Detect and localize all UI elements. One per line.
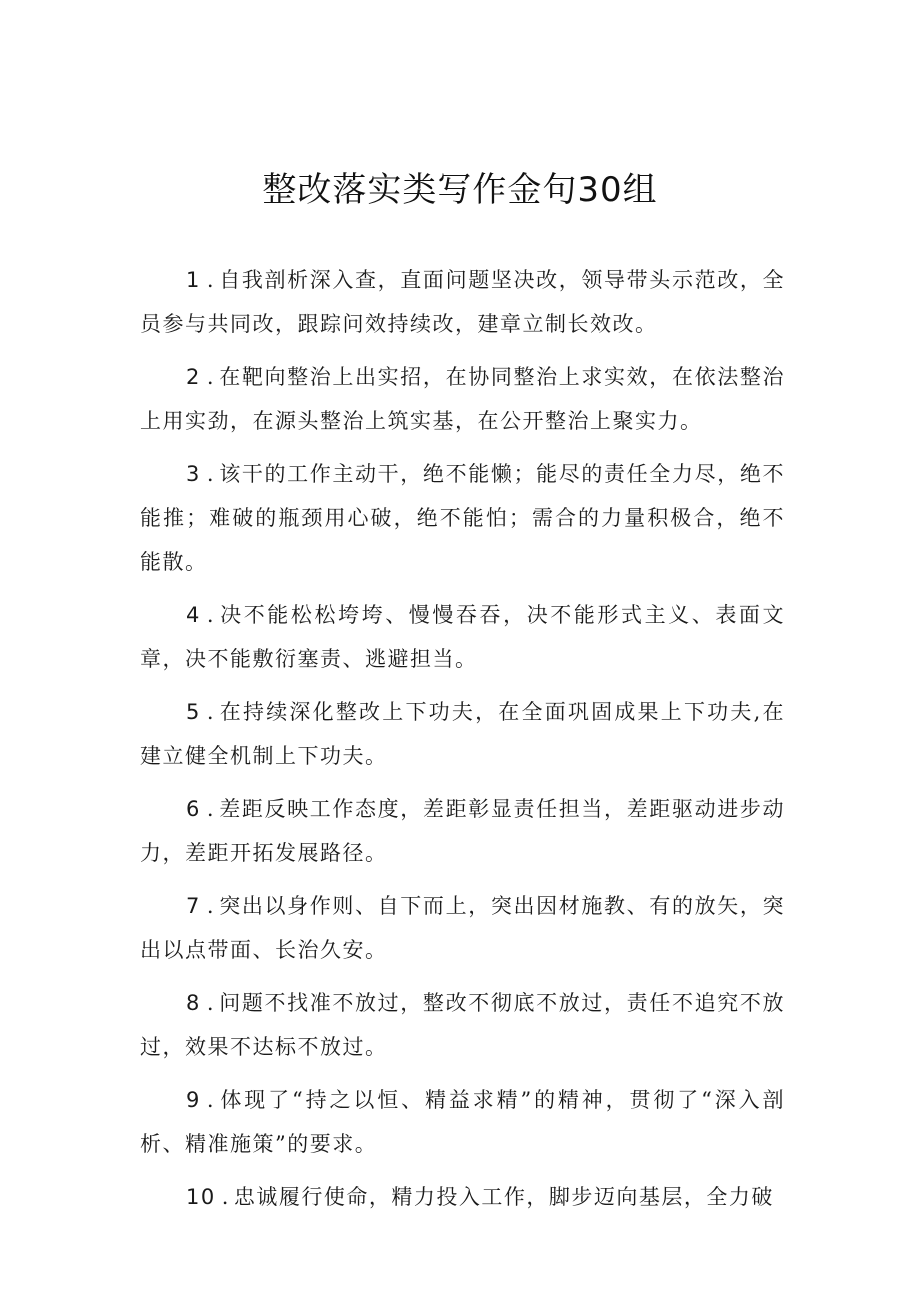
list-item (140, 355, 785, 443)
item-separator: . (206, 700, 216, 724)
item-number: 9 (186, 1088, 201, 1112)
item-number: 6 (186, 797, 201, 821)
item-number: 4 (186, 603, 201, 627)
list-item (140, 593, 785, 681)
item-separator: . (206, 462, 216, 486)
item-text: 该干的工作主动干，绝不能懒；能尽的责任全力尽，绝不能推；难破的瓶颈用心破，绝不能怕；需合的力量积极合，绝不能散。 (140, 462, 785, 574)
item-separator: . (206, 365, 216, 389)
item-text: 在靶向整治上出实招，在协同整治上求实效，在依法整治上用实劲，在源头整治上筑实基，在公开整治上聚实力。 (140, 365, 785, 433)
list-item (140, 884, 785, 972)
item-text: 忠诚履行使命，精力投入工作，脚步迈向基层，全力破 (233, 1185, 774, 1209)
item-number: 10 (186, 1185, 216, 1209)
item-separator: . (221, 1185, 230, 1209)
item-separator: . (206, 603, 216, 627)
list-item (140, 690, 785, 778)
list-item (140, 452, 785, 584)
item-number: 7 (186, 894, 201, 918)
list-item (140, 981, 785, 1069)
page-title: 整改落实类写作金句30组 (262, 170, 658, 210)
item-text: 突出以身作则、自下而上，突出因材施教、有的放矢，突出以点带面、长治久安。 (140, 894, 785, 962)
list-item (140, 258, 785, 346)
item-separator: . (206, 1088, 216, 1112)
item-separator: . (206, 991, 216, 1015)
list-item (140, 1078, 785, 1166)
list-item (140, 1175, 785, 1219)
item-list (140, 258, 785, 1228)
item-text: 问题不找准不放过，整改不彻底不放过，责任不追究不放过，效果不达标不放过。 (140, 991, 785, 1059)
item-number: 8 (186, 991, 201, 1015)
item-text: 自我剖析深入查，直面问题坚决改，领导带头示范改，全员参与共同改，跟踪问效持续改，建章立制长效改。 (140, 268, 785, 336)
list-item (140, 787, 785, 875)
item-separator: . (206, 894, 216, 918)
item-number: 1 (186, 268, 201, 292)
item-text: 决不能松松垮垮、慢慢吞吞，决不能形式主义、表面文章，决不能敷衍塞责、逃避担当。 (140, 603, 785, 671)
item-separator: . (206, 268, 216, 292)
item-number: 2 (186, 365, 201, 389)
item-separator: . (206, 797, 216, 821)
item-text: 差距反映工作态度，差距彰显责任担当，差距驱动进步动力，差距开拓发展路径。 (140, 797, 785, 865)
item-number: 5 (186, 700, 201, 724)
item-text: 在持续深化整改上下功夫，在全面巩固成果上下功夫,在建立健全机制上下功夫。 (140, 700, 785, 768)
item-text: 体现了“持之以恒、精益求精”的精神，贯彻了“深入剖析、精准施策”的要求。 (140, 1088, 785, 1156)
item-number: 3 (186, 462, 201, 486)
